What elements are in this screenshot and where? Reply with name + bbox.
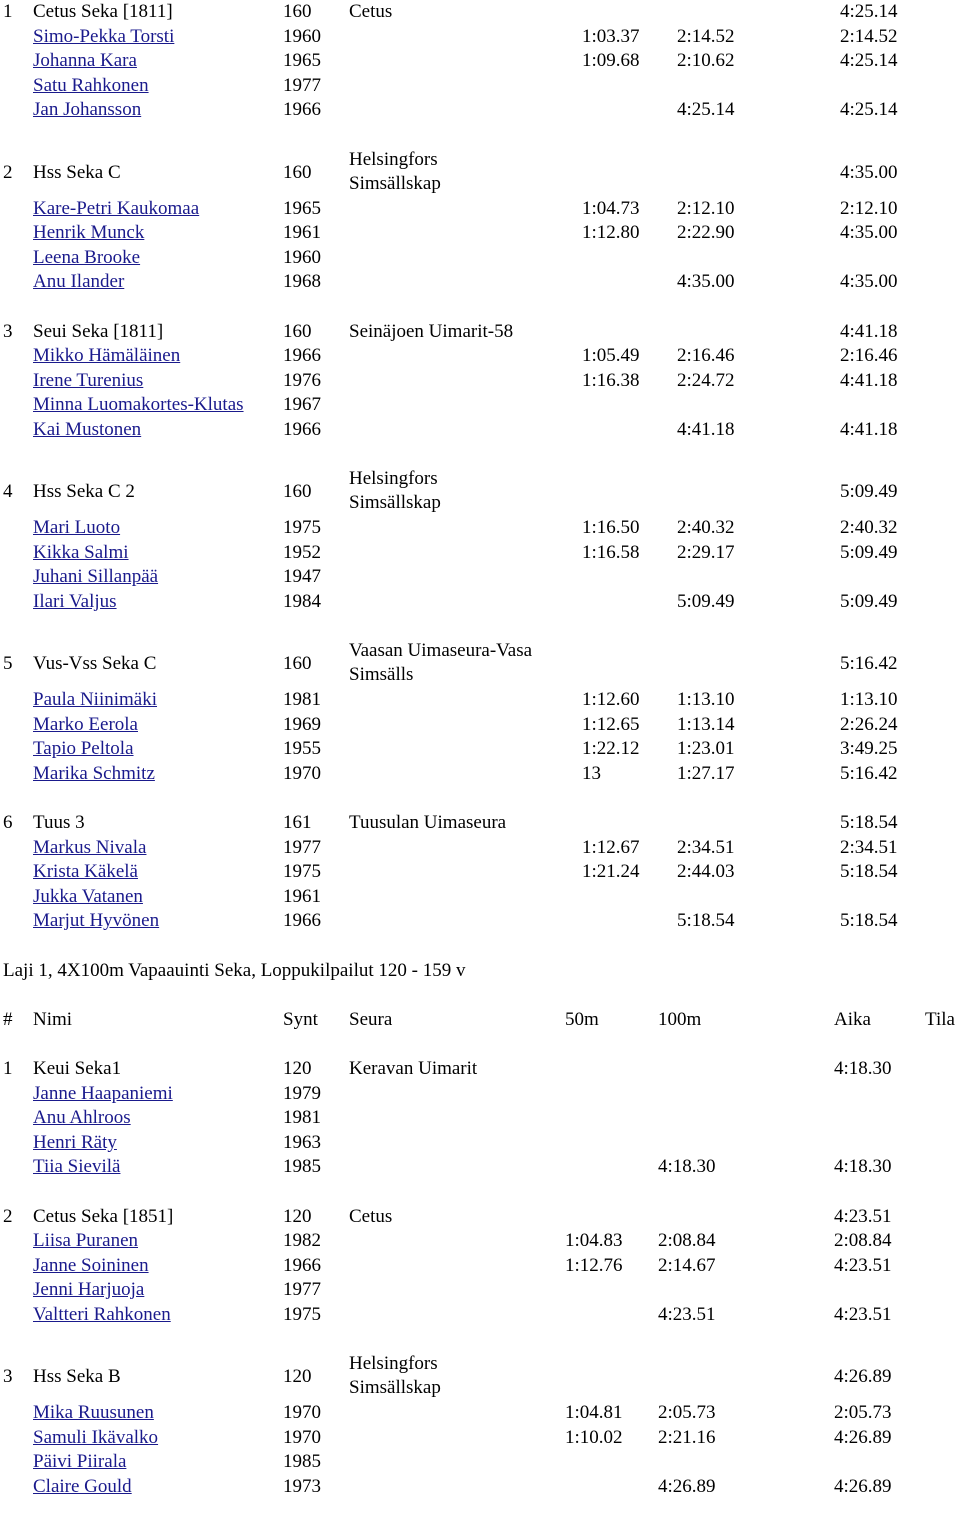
block-spacer [0,443,960,468]
team-club [349,1352,441,1400]
split-50m: 1:09.68 [582,50,640,72]
team-club [349,148,441,196]
swimmer-name-link[interactable]: Simo-Pekka Torsti [33,25,175,47]
swimmer-name-link[interactable]: Tapio Peltola [33,738,134,760]
swimmer-time: 2:05.73 [834,1402,892,1424]
team-club-line: Simsälls [349,664,414,686]
swimmer-row [0,344,960,369]
swimmer-time: 2:34.51 [840,836,898,858]
team-time: 4:18.30 [834,1057,892,1079]
split-100m: 4:23.51 [658,1303,716,1325]
block-spacer [0,614,960,639]
team-row [0,320,960,345]
split-100m: 2:29.17 [677,541,735,563]
team-row [0,148,960,197]
split-100m: 2:08.84 [658,1230,716,1252]
team-class: 160 [283,320,312,342]
swimmer-birth-year: 1966 [283,345,321,367]
swimmer-time: 3:49.25 [840,738,898,760]
team-class: 161 [283,812,312,834]
swimmer-time: 4:35.00 [840,222,898,244]
team-block [0,320,960,443]
team-club [349,467,441,515]
split-50m: 1:04.81 [565,1402,623,1424]
team-time: 5:16.42 [840,653,898,675]
swimmer-time: 4:25.14 [840,50,898,72]
swimmer-birth-year: 1975 [283,1303,321,1325]
team-rank: 6 [3,812,13,834]
split-100m: 4:26.89 [658,1475,716,1497]
team-rank: 2 [3,161,13,183]
swimmer-name-link[interactable]: Janne Haapaniemi [33,1082,173,1104]
swimmer-time: 4:25.14 [840,99,898,121]
column-header-row [0,1008,960,1033]
swimmer-birth-year: 1967 [283,394,321,416]
swimmer-time: 2:16.46 [840,345,898,367]
team-club-line: Simsällskap [349,492,441,514]
swimmer-row [0,1106,960,1131]
block-spacer [0,1328,960,1353]
swimmer-name-link[interactable]: Marjut Hyvönen [33,910,160,932]
team-class: 160 [283,161,312,183]
swimmer-row [0,860,960,885]
swimmer-name-link[interactable]: Anu Ahlroos [33,1107,131,1129]
swimmer-time: 5:18.54 [840,910,898,932]
swimmer-birth-year: 1965 [283,197,321,219]
swimmer-row [0,49,960,74]
team-name: Cetus Seka [1851] [33,1205,174,1227]
swimmer-row [0,737,960,762]
col-50m: 50m [565,1008,599,1030]
swimmer-birth-year: 1969 [283,713,321,735]
swimmer-row [0,246,960,271]
block-spacer [0,123,960,148]
split-100m: 5:18.54 [677,910,735,932]
team-block [0,0,960,123]
swimmer-name-link[interactable]: Kare-Petri Kaukomaa [33,197,200,219]
team-rank: 1 [3,1,13,22]
swimmer-birth-year: 1975 [283,517,321,539]
split-50m: 1:12.80 [582,222,640,244]
team-rank: 4 [3,481,13,503]
col-rank: # [3,1008,13,1030]
team-row [0,811,960,836]
swimmer-birth-year: 1985 [283,1451,321,1473]
swimmer-name-link[interactable]: Juhani Sillanpää [33,566,159,588]
swimmer-time: 5:16.42 [840,762,898,784]
team-class: 160 [283,481,312,503]
split-50m: 1:16.38 [582,369,640,391]
swimmer-name-link[interactable]: Kikka Salmi [33,541,129,563]
team-rank: 5 [3,653,13,675]
swimmer-time: 2:40.32 [840,517,898,539]
swimmer-time: 4:26.89 [834,1426,892,1448]
team-row [0,1057,960,1082]
team-row [0,1205,960,1230]
swimmer-name-link[interactable]: Mari Luoto [33,517,121,539]
swimmer-time: 4:35.00 [840,271,898,293]
team-row [0,0,960,25]
split-50m: 1:10.02 [565,1426,623,1448]
split-50m: 1:12.67 [582,836,640,858]
team-name: Hss Seka C [33,161,121,183]
swimmer-time: 5:18.54 [840,861,898,883]
swimmer-row [0,1229,960,1254]
swimmer-birth-year: 1961 [283,885,321,907]
team-time: 4:23.51 [834,1205,892,1227]
swimmer-time: 4:18.30 [834,1156,892,1178]
swimmer-row [0,98,960,123]
split-100m: 2:24.72 [677,369,735,391]
swimmer-birth-year: 1966 [283,99,321,121]
swimmer-row [0,1278,960,1303]
swimmer-row [0,688,960,713]
team-row [0,467,960,516]
swimmer-row [0,516,960,541]
team-row [0,639,960,688]
split-50m: 1:12.60 [582,689,640,711]
swimmer-name-link[interactable]: Henrik Munck [33,222,145,244]
split-50m: 1:04.83 [565,1230,623,1252]
split-50m: 1:22.12 [582,738,640,760]
block-spacer [0,786,960,811]
swimmer-birth-year: 1977 [283,836,321,858]
swimmer-name-link[interactable]: Päivi Piirala [33,1451,127,1473]
col-club: Seura [349,1008,393,1030]
swimmer-time: 1:13.10 [840,689,898,711]
team-class: 160 [283,653,312,675]
team-name: Vus-Vss Seka C [33,653,157,675]
swimmer-birth-year: 1965 [283,50,321,72]
swimmer-birth-year: 1985 [283,1156,321,1178]
swimmer-name-link[interactable]: Jukka Vatanen [33,885,143,907]
swimmer-birth-year: 1981 [283,689,321,711]
swimmer-birth-year: 1952 [283,541,321,563]
swimmer-name-link[interactable]: Kai Mustonen [33,418,142,440]
split-100m: 1:23.01 [677,738,735,760]
team-name: Cetus Seka [1811] [33,1,173,22]
team-name: Hss Seka B [33,1366,121,1388]
swimmer-name-link[interactable]: Markus Nivala [33,836,147,858]
swimmer-birth-year: 1960 [283,246,321,268]
swimmer-row [0,1426,960,1451]
team-block [0,811,960,934]
split-100m: 2:10.62 [677,50,735,72]
swimmer-birth-year: 1960 [283,25,321,47]
swimmer-name-link[interactable]: Valtteri Rahkonen [33,1303,171,1325]
split-100m: 1:13.14 [677,713,735,735]
swimmer-time: 2:12.10 [840,197,898,219]
swimmer-birth-year: 1977 [283,74,321,96]
swimmer-time: 4:41.18 [840,369,898,391]
swimmer-name-link[interactable]: Claire Gould [33,1475,132,1497]
swimmer-birth-year: 1970 [283,762,321,784]
split-50m: 1:12.76 [565,1254,623,1276]
swimmer-name-link[interactable]: Leena Brooke [33,246,141,268]
swimmer-row [0,1082,960,1107]
team-club-line: Cetus [349,1205,393,1227]
split-100m: 4:18.30 [658,1156,716,1178]
team-club [349,1205,392,1230]
swimmer-row [0,1303,960,1328]
swimmer-row [0,565,960,590]
swimmer-name-link[interactable]: Mikko Hämäläinen [33,345,181,367]
swimmer-name-link[interactable]: Janne Soininen [33,1254,149,1276]
swimmer-row [0,1131,960,1156]
team-name: Seui Seka [1811] [33,320,164,342]
team-time: 4:25.14 [840,1,898,22]
swimmer-time: 2:26.24 [840,713,898,735]
swimmer-name-link[interactable]: Liisa Puranen [33,1230,139,1252]
swimmer-time: 5:09.49 [840,590,898,612]
swimmer-birth-year: 1947 [283,566,321,588]
swimmer-birth-year: 1966 [283,910,321,932]
swimmer-birth-year: 1963 [283,1131,321,1153]
swimmer-name-link[interactable]: Satu Rahkonen [33,74,149,96]
swimmer-row [0,590,960,615]
swimmer-time: 4:23.51 [834,1254,892,1276]
swimmer-row [0,836,960,861]
team-class: 120 [283,1366,312,1388]
swimmer-row [0,221,960,246]
split-100m: 2:05.73 [658,1402,716,1424]
swimmer-row [0,418,960,443]
swimmer-birth-year: 1968 [283,271,321,293]
swimmer-time: 4:41.18 [840,418,898,440]
col-tila: Tila [925,1008,955,1030]
swimmer-time: 4:26.89 [834,1475,892,1497]
swimmer-birth-year: 1966 [283,418,321,440]
split-100m: 4:25.14 [677,99,735,121]
team-rank: 3 [3,320,13,342]
col-year: Synt [283,1008,318,1030]
team-club-line: Helsingfors [349,1353,438,1375]
swimmer-name-link[interactable]: Johanna Kara [33,50,137,72]
team-club-line: Keravan Uimarit [349,1057,478,1079]
team-block [0,639,960,786]
swimmer-name-link[interactable]: Anu Ilander [33,271,125,293]
swimmer-row [0,713,960,738]
swimmer-row [0,1475,960,1500]
swimmer-birth-year: 1982 [283,1230,321,1252]
swimmer-birth-year: 1979 [283,1082,321,1104]
split-100m: 2:12.10 [677,197,735,219]
swimmer-row [0,197,960,222]
team-club [349,639,532,687]
team-club-line: Simsällskap [349,1377,441,1399]
swimmer-birth-year: 1970 [283,1402,321,1424]
split-50m: 1:16.50 [582,517,640,539]
team-club-line: Seinäjoen Uimarit-58 [349,320,514,342]
team-block [0,1352,960,1499]
swimmer-birth-year: 1984 [283,590,321,612]
swimmer-row [0,369,960,394]
team-time: 4:26.89 [834,1366,892,1388]
team-rank: 3 [3,1366,13,1388]
swimmer-row [0,909,960,934]
team-name: Keui Seka1 [33,1057,122,1079]
swimmer-row [0,74,960,99]
team-club [349,1057,477,1082]
split-50m: 1:03.37 [582,25,640,47]
team-name: Tuus 3 [33,812,85,834]
split-100m: 2:22.90 [677,222,735,244]
swimmer-name-link[interactable]: Jenni Harjuoja [33,1279,145,1301]
swimmer-name-link[interactable]: Jan Johansson [33,99,142,121]
team-club-line: Vaasan Uimaseura-Vasa [349,640,533,662]
split-100m: 2:14.67 [658,1254,716,1276]
swimmer-time: 2:14.52 [840,25,898,47]
event-heading: Laji 1, 4X100m Vapaauinti Seka, Loppukilpailut 120 - 159 v [3,959,466,981]
team-club-line: Tuusulan Uimaseura [349,812,507,834]
team-time: 4:35.00 [840,161,898,183]
team-block [0,467,960,614]
team-block [0,1205,960,1328]
swimmer-name-link[interactable]: Tiia Sievilä [33,1156,121,1178]
team-club-line: Helsingfors [349,468,438,490]
col-name: Nimi [33,1008,73,1030]
team-class: 120 [283,1057,312,1079]
swimmer-birth-year: 1977 [283,1279,321,1301]
split-50m: 13 [582,762,601,784]
split-50m: 1:04.73 [582,197,640,219]
team-club [349,0,392,25]
split-100m: 4:35.00 [677,271,735,293]
split-50m: 1:21.24 [582,861,640,883]
swimmer-row [0,1155,960,1180]
col-aika: Aika [834,1008,871,1030]
team-rank: 2 [3,1205,13,1227]
swimmer-birth-year: 1961 [283,222,321,244]
team-club [349,811,506,836]
swimmer-row [0,1401,960,1426]
team-block [0,1057,960,1180]
swimmer-row [0,270,960,295]
swimmer-name-link[interactable]: Henri Räty [33,1131,117,1153]
team-time: 4:41.18 [840,320,898,342]
swimmer-name-link[interactable]: Minna Luomakortes-Klutas [33,394,244,416]
swimmer-name-link[interactable]: Krista Käkelä [33,861,138,883]
split-100m: 2:40.32 [677,517,735,539]
team-club-line: Helsingfors [349,148,438,170]
swimmer-name-link[interactable]: Mika Ruusunen [33,1402,154,1424]
swimmer-birth-year: 1970 [283,1426,321,1448]
split-50m: 1:12.65 [582,713,640,735]
swimmer-name-link[interactable]: Paula Niinimäki [33,689,158,711]
team-club-line: Simsällskap [349,172,441,194]
split-100m: 1:27.17 [677,762,735,784]
swimmer-birth-year: 1981 [283,1107,321,1129]
split-100m: 2:34.51 [677,836,735,858]
team-block [0,148,960,295]
split-100m: 2:14.52 [677,25,735,47]
swimmer-row [0,885,960,910]
team-class: 160 [283,1,312,22]
team-club [349,320,513,345]
team-club-line: Cetus [349,1,393,22]
split-100m: 2:21.16 [658,1426,716,1448]
swimmer-row [0,762,960,787]
swimmer-time: 4:23.51 [834,1303,892,1325]
swimmer-time: 2:08.84 [834,1230,892,1252]
split-100m: 2:16.46 [677,345,735,367]
split-100m: 1:13.10 [677,689,735,711]
team-time: 5:09.49 [840,481,898,503]
swimmer-birth-year: 1976 [283,369,321,391]
swimmer-name-link[interactable]: Irene Turenius [33,369,144,391]
swimmer-row [0,1450,960,1475]
split-50m: 1:05.49 [582,345,640,367]
team-time: 5:18.54 [840,812,898,834]
swimmer-birth-year: 1975 [283,861,321,883]
team-row [0,1352,960,1401]
team-name: Hss Seka C 2 [33,481,135,503]
split-50m: 1:16.58 [582,541,640,563]
swimmer-row [0,1254,960,1279]
swimmer-name-link[interactable]: Samuli Ikävalko [33,1426,159,1448]
swimmer-time: 5:09.49 [840,541,898,563]
swimmer-birth-year: 1966 [283,1254,321,1276]
swimmer-row [0,393,960,418]
col-100m: 100m [658,1008,702,1030]
swimmer-name-link[interactable]: Ilari Valjus [33,590,117,612]
split-100m: 5:09.49 [677,590,735,612]
swimmer-name-link[interactable]: Marika Schmitz [33,762,155,784]
team-class: 120 [283,1205,312,1227]
split-100m: 4:41.18 [677,418,735,440]
swimmer-row [0,541,960,566]
swimmer-row [0,25,960,50]
swimmer-birth-year: 1955 [283,738,321,760]
block-spacer [0,1180,960,1205]
block-spacer [0,295,960,320]
swimmer-birth-year: 1973 [283,1475,321,1497]
results-section-120 [0,1057,960,1500]
split-100m: 2:44.03 [677,861,735,883]
team-rank: 1 [3,1057,13,1079]
swimmer-name-link[interactable]: Marko Eerola [33,713,138,735]
